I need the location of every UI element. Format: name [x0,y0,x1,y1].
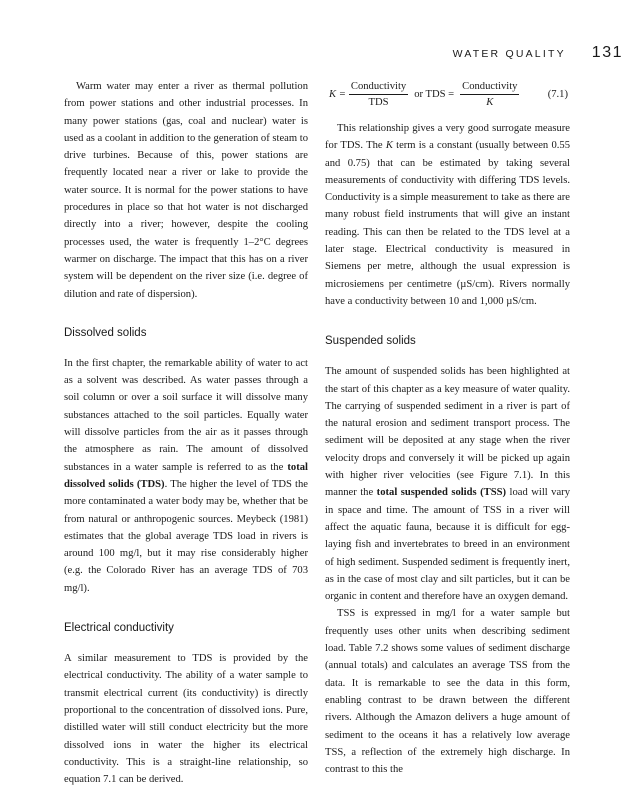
equation-number: (7.1) [547,89,568,101]
paragraph-thermal-pollution: Warm water may enter a river as thermal pollution from power stations and other industrial processes. In many power stations (gas, coal and nuclear) water is used as a coolant in addition to the generation of steam to drive turbines. Because of this, power stations are frequently located near a river or lake to provide the water source. It is normal for the power stations to have procedures in place so that hot water is not discharged directly into a river; however, despite the cooling processes used, the water is frequently 1–2°C degrees warmer on discharge. The impact that this has on a river system will be dependent on the river size (i.e. degree of dilution and rate of dispersion). [64,81,308,300]
left-column [64,78,308,788]
right-column [325,78,570,778]
relationship-text-part-2: term is a constant (usually between 0.55 and 0.75) that can be estimated by taking several measurements of conductivity with differing TDS levels. Conductivity is a simple measurement to take as there are many robust field instruments that will give an instant reading. This can then be related to the TDS level at a later stage. Electrical conductivity is measured in Siemens per metre, although the usual expression is microsiemens per centimetre (µS/cm). Rivers normally have a conductivity between 10 and 1,000 µS/cm. [325,140,570,307]
equation-fraction-2 [460,80,519,110]
running-head-title: WATER QUALITY [452,48,566,60]
dissolved-text-part-2: . The higher the level of TDS the more contaminated a water body may be, whether that be from natural or anthropogenic sources. Meybeck (1981) estimates that the global average TDS load in rivers is around 100 mg/l, but it may rise considerably higher (e.g. the Colorado River has an average TDS of 703 mg/l). [64,478,308,594]
heading-dissolved-solids: Dissolved solids [64,326,147,339]
running-head [453,44,623,62]
fraction-1-numerator: Conductivity [349,80,408,95]
heading-suspended-solids: Suspended solids [325,335,416,348]
equation-lhs: K = [329,89,346,101]
term-total-dissolved-solids: total dissolved solids (TDS) [64,461,308,490]
paragraph-electrical-conductivity: A similar measurement to TDS is provided by the electrical conductivity. The ability of a water sample to transmit electrical current (its conductivity) is directly proportional to the concentration of dissolved ions. Pure, distilled water will still conduct electricity but the more dissolved ions in water the higher its electrical conductivity. This is a straight-line relationship, so equation 7.1 can be derived. [64,653,308,786]
paragraph-tss-units: TSS is expressed in mg/l for a water sample but frequently uses other units when describing sediment load. Table 7.2 shows some values of sediment discharge (annual totals) and calculates an average TSS from the data. It is remarkable to see the data in this form, enabling contrast to be drawn between the different rivers. Although the Amazon delivers a huge amount of sediment to the oceans it has a relatively low average TSS, a reflection of the extremely high discharge. In contrast to this the [325,608,570,776]
equation-fraction-1 [349,80,408,110]
term-total-suspended-solids: total suspended solids (TSS) [376,487,507,499]
k-term: K [385,140,393,152]
paragraph-suspended-solids [325,363,570,605]
suspended-text-part-2: load will vary in space and time. The amount of TSS in a river will affect the aquatic fauna, because it is difficult for egg-laying fish and invertebrates to breed in an environment of high sediment. Suspended sediment is frequently inert, as in the case of most clay and silt particles, but it can be organic in content and therefore have an oxygen demand. [325,487,570,603]
equation-7-1 [325,78,570,112]
fraction-2-denominator: K [486,97,494,108]
suspended-text-part-1: The amount of suspended solids has been highlighted at the start of this chapter as a key measure of water quality. The carrying of suspended sediment in a river is part of the natural erosion and sediment transport process. The sediment will be deposited at any stage when the river velocity drops and conversely it will be picked up again with higher river velocities (see Figure 7.1). In this manner the [325,366,570,499]
relationship-text-part-1: This relationship gives a very good surrogate measure for TDS. The [325,123,570,152]
page-number: 131 [591,44,623,61]
paragraph-dissolved-solids [64,355,308,597]
fraction-1-denominator: TDS [368,97,389,108]
dissolved-text-part-1: In the first chapter, the remarkable ability of water to act as a solvent was described. As water passes through a soil column or over a soil surface it will dissolve many substances attached to the soil particles. Equally water will dissolve particles from the air as it passes through the atmosphere as rain. The amount of dissolved substances in a water sample is referred to as the [64,357,308,473]
paragraph-conductivity-relationship [325,120,570,310]
equation-or-text: or TDS = [414,89,455,101]
fraction-2-numerator: Conductivity [460,80,519,95]
heading-electrical-conductivity: Electrical conductivity [64,622,174,635]
